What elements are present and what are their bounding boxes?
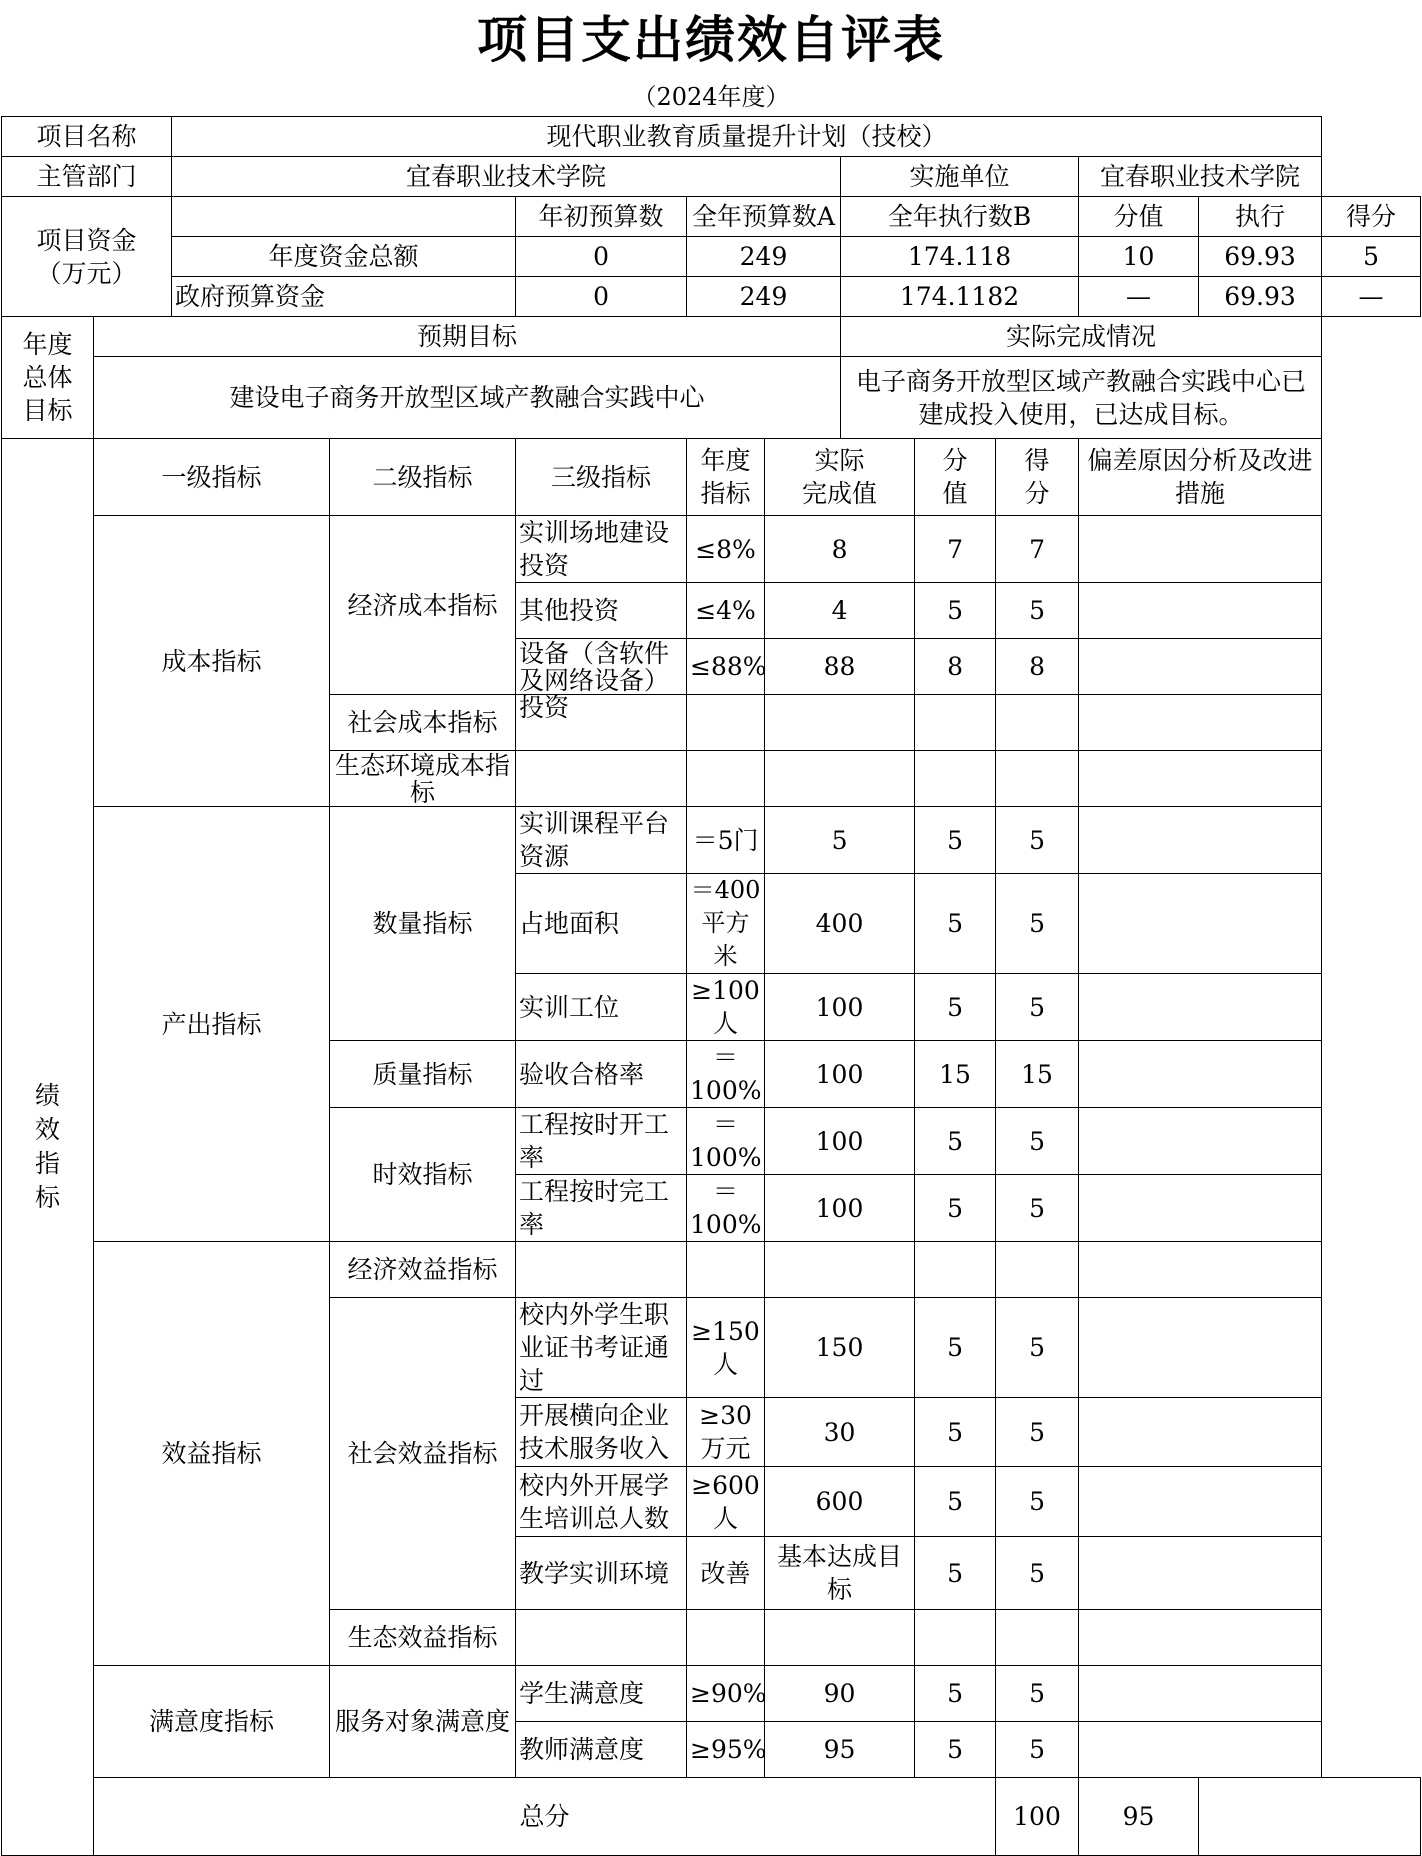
l3-cell: 实训课程平台资源 xyxy=(516,807,687,874)
deviation-cell xyxy=(1079,639,1322,695)
deviation-cell xyxy=(1079,1610,1322,1666)
indicator-row xyxy=(2,1242,1421,1298)
score-value-cell xyxy=(915,751,996,807)
output-l1: 产出指标 xyxy=(94,807,330,1242)
score-cell: 15 xyxy=(996,1041,1079,1108)
funds-exec-rate: 69.93 xyxy=(1199,237,1322,277)
funds-annual: 249 xyxy=(687,237,841,277)
actual-cell: 150 xyxy=(765,1298,915,1398)
funds-initial: 0 xyxy=(516,237,687,277)
deviation-cell xyxy=(1079,751,1322,807)
score-cell: 5 xyxy=(996,1398,1079,1467)
report-year: （2024年度） xyxy=(632,82,790,111)
score-value-cell xyxy=(915,695,996,751)
actual-cell xyxy=(765,695,915,751)
target-cell: ＝100% xyxy=(687,1175,765,1242)
score-value-cell: 5 xyxy=(915,1467,996,1537)
funds-score: 5 xyxy=(1322,237,1421,277)
score-cell xyxy=(996,1610,1079,1666)
score-cell: 5 xyxy=(996,1537,1079,1610)
deviation-cell xyxy=(1079,1666,1322,1722)
funds-header-initial: 年初预算数 xyxy=(516,197,687,237)
funds-score-value: 10 xyxy=(1079,237,1199,277)
score-value-cell: 5 xyxy=(915,1108,996,1175)
score-cell: 5 xyxy=(996,1108,1079,1175)
total-deviation-cell xyxy=(1199,1778,1421,1856)
social-benefit-l2: 社会效益指标 xyxy=(330,1298,516,1610)
l3-text: 设备（含软件及网络设备）投资 xyxy=(519,638,670,722)
l3-cell: 校内外开展学生培训总人数 xyxy=(516,1467,687,1537)
l3-cell: 其他投资 xyxy=(516,583,687,639)
score-cell: 5 xyxy=(996,974,1079,1041)
actual-cell: 30 xyxy=(765,1398,915,1467)
l3-cell: 开展横向企业技术服务收入 xyxy=(516,1398,687,1467)
goal-header-row xyxy=(2,317,1421,357)
target-header: 年度 指标 xyxy=(687,439,765,516)
score-cell: 5 xyxy=(996,1298,1079,1398)
indicator-row xyxy=(2,1666,1421,1722)
score-value-cell: 5 xyxy=(915,874,996,974)
score-value-cell: 15 xyxy=(915,1041,996,1108)
score-value-cell xyxy=(915,1610,996,1666)
funds-score-value: — xyxy=(1079,277,1199,317)
satisfaction-l1: 满意度指标 xyxy=(94,1666,330,1778)
eco-benefit-l2: 生态效益指标 xyxy=(330,1610,516,1666)
indicator-row xyxy=(2,516,1421,583)
l3-cell xyxy=(516,1242,687,1298)
econ-benefit-l2: 经济效益指标 xyxy=(330,1242,516,1298)
l3-cell: 校内外学生职业证书考证通过 xyxy=(516,1298,687,1398)
funds-header-annual: 全年预算数A xyxy=(687,197,841,237)
funds-initial: 0 xyxy=(516,277,687,317)
score-header: 得 分 xyxy=(996,439,1079,516)
goal-row xyxy=(2,357,1421,439)
score-value-cell: 5 xyxy=(915,1666,996,1722)
funds-header-executed: 全年执行数B xyxy=(841,197,1079,237)
satisfaction-l2: 服务对象满意度 xyxy=(330,1666,516,1778)
score-value-cell: 5 xyxy=(915,807,996,874)
eco-cost-l2: 生态环境成本指标 xyxy=(335,750,511,807)
actual-cell: 100 xyxy=(765,1175,915,1242)
implementer-value: 宜春职业技术学院 xyxy=(1079,157,1322,197)
actual-cell: 600 xyxy=(765,1467,915,1537)
actual-result-header: 实际完成情况 xyxy=(841,317,1322,357)
actual-cell: 100 xyxy=(765,1041,915,1108)
score-cell xyxy=(996,1242,1079,1298)
project-name-value: 现代职业教育质量提升计划（技校） xyxy=(172,117,1322,157)
deviation-cell xyxy=(1079,695,1322,751)
funds-annual: 249 xyxy=(687,277,841,317)
department-value: 宜春职业技术学院 xyxy=(172,157,841,197)
target-cell xyxy=(687,751,765,807)
total-score-value: 100 xyxy=(996,1778,1079,1856)
score-value-cell: 7 xyxy=(915,516,996,583)
l3-cell xyxy=(516,1610,687,1666)
target-cell: ≥90% xyxy=(687,1666,765,1722)
deviation-cell xyxy=(1079,874,1322,974)
target-cell: ＝400平方米 xyxy=(687,874,765,974)
actual-cell: 88 xyxy=(765,639,915,695)
funds-exec-rate: 69.93 xyxy=(1199,277,1322,317)
funds-executed: 174.1182 xyxy=(841,277,1079,317)
target-cell: ＝100% xyxy=(687,1108,765,1175)
total-label: 总分 xyxy=(94,1778,996,1856)
score-cell: 5 xyxy=(996,583,1079,639)
l3-cell: 验收合格率 xyxy=(516,1041,687,1108)
social-cost-l2: 社会成本指标 xyxy=(330,695,516,751)
deviation-cell xyxy=(1079,1298,1322,1398)
quantity-l2: 数量指标 xyxy=(330,807,516,1041)
l3-cell xyxy=(516,751,687,807)
cost-l1: 成本指标 xyxy=(94,516,330,807)
score-cell: 5 xyxy=(996,1666,1079,1722)
deviation-cell xyxy=(1079,583,1322,639)
actual-cell: 8 xyxy=(765,516,915,583)
funds-row xyxy=(2,277,1421,317)
funds-label: 项目资金 （万元） xyxy=(2,197,172,317)
l2-header: 二级指标 xyxy=(330,439,516,516)
target-cell: ≥600人 xyxy=(687,1467,765,1537)
score-cell: 5 xyxy=(996,1722,1079,1778)
target-cell: ≤88% xyxy=(687,639,765,695)
deviation-cell xyxy=(1079,1108,1322,1175)
score-value-cell: 5 xyxy=(915,974,996,1041)
indicator-row xyxy=(2,807,1421,874)
target-cell: ＝100% xyxy=(687,1041,765,1108)
l3-cell: 占地面积 xyxy=(516,874,687,974)
actual-cell: 400 xyxy=(765,874,915,974)
l3-cell: 工程按时开工率 xyxy=(516,1108,687,1175)
actual-cell: 90 xyxy=(765,1666,915,1722)
score-cell: 8 xyxy=(996,639,1079,695)
benefit-l1: 效益指标 xyxy=(94,1242,330,1666)
page-title: 项目支出绩效自评表 xyxy=(477,11,945,69)
target-cell: ≥150人 xyxy=(687,1298,765,1398)
l3-cell: 工程按时完工率 xyxy=(516,1175,687,1242)
deviation-cell xyxy=(1079,1467,1322,1537)
department-label: 主管部门 xyxy=(2,157,172,197)
l3-cell: 教师满意度 xyxy=(516,1722,687,1778)
score-cell xyxy=(996,751,1079,807)
perf-header-row xyxy=(2,439,1421,516)
target-cell: ≥95% xyxy=(687,1722,765,1778)
target-cell: ＝5门 xyxy=(687,807,765,874)
score-value-cell: 5 xyxy=(915,1298,996,1398)
deviation-cell xyxy=(1079,516,1322,583)
eco-cost-l2-cell xyxy=(330,751,516,807)
deviation-cell xyxy=(1079,974,1322,1041)
perf-label: 绩效指标 xyxy=(34,1081,60,1212)
funds-row xyxy=(2,237,1421,277)
actual-header: 实际 完成值 xyxy=(765,439,915,516)
deviation-cell xyxy=(1079,807,1322,874)
deviation-cell xyxy=(1079,1041,1322,1108)
target-cell xyxy=(687,695,765,751)
score-value-cell: 5 xyxy=(915,1537,996,1610)
actual-cell xyxy=(765,751,915,807)
deviation-cell xyxy=(1079,1398,1322,1467)
score-value-cell: 5 xyxy=(915,1398,996,1467)
funds-row-label: 年度资金总额 xyxy=(172,237,516,277)
target-cell: ≥30万元 xyxy=(687,1398,765,1467)
target-cell xyxy=(687,1610,765,1666)
project-name-row xyxy=(2,117,1421,157)
l3-cell: 实训工位 xyxy=(516,974,687,1041)
l3-header: 三级指标 xyxy=(516,439,687,516)
performance-table xyxy=(1,116,1421,1856)
quality-l2: 质量指标 xyxy=(330,1041,516,1108)
actual-cell: 95 xyxy=(765,1722,915,1778)
score-cell: 5 xyxy=(996,874,1079,974)
funds-header-row xyxy=(2,197,1421,237)
l3-cell: 教学实训环境 xyxy=(516,1537,687,1610)
deviation-cell xyxy=(1079,1722,1322,1778)
actual-cell: 4 xyxy=(765,583,915,639)
funds-score: — xyxy=(1322,277,1421,317)
actual-cell: 基本达成目标 xyxy=(765,1537,915,1610)
target-cell xyxy=(687,1242,765,1298)
deviation-cell xyxy=(1079,1175,1322,1242)
actual-result: 电子商务开放型区域产教融合实践中心已建成投入使用，已达成目标。 xyxy=(841,357,1322,439)
goal-label: 年度 总体 目标 xyxy=(2,317,94,439)
score-value-cell: 5 xyxy=(915,583,996,639)
expected-goal-header: 预期目标 xyxy=(94,317,841,357)
actual-cell xyxy=(765,1610,915,1666)
actual-cell: 100 xyxy=(765,1108,915,1175)
score-value-cell: 5 xyxy=(915,1722,996,1778)
funds-header-exec-rate: 执行 xyxy=(1199,197,1322,237)
score-cell xyxy=(996,695,1079,751)
total-row xyxy=(2,1778,1421,1856)
funds-header-score: 得分 xyxy=(1322,197,1421,237)
score-value-cell: 8 xyxy=(915,639,996,695)
target-cell: ≤8% xyxy=(687,516,765,583)
funds-header-score-value: 分值 xyxy=(1079,197,1199,237)
score-cell: 7 xyxy=(996,516,1079,583)
actual-cell: 100 xyxy=(765,974,915,1041)
score-cell: 5 xyxy=(996,1467,1079,1537)
score-value-header: 分 值 xyxy=(915,439,996,516)
deviation-cell xyxy=(1079,1242,1322,1298)
funds-row-label: 政府预算资金 xyxy=(172,277,516,317)
score-value-cell: 5 xyxy=(915,1175,996,1242)
department-row xyxy=(2,157,1421,197)
score-cell: 5 xyxy=(996,807,1079,874)
actual-cell xyxy=(765,1242,915,1298)
funds-executed: 174.118 xyxy=(841,237,1079,277)
target-cell: 改善 xyxy=(687,1537,765,1610)
implementer-label: 实施单位 xyxy=(841,157,1079,197)
perf-label-cell xyxy=(2,439,94,1856)
actual-cell: 5 xyxy=(765,807,915,874)
target-cell: ≥100人 xyxy=(687,974,765,1041)
econ-cost-l2: 经济成本指标 xyxy=(330,516,516,695)
funds-header-blank xyxy=(172,197,516,237)
deviation-header: 偏差原因分析及改进措施 xyxy=(1079,439,1322,516)
project-name-label: 项目名称 xyxy=(2,117,172,157)
target-cell: ≤4% xyxy=(687,583,765,639)
l3-cell: 学生满意度 xyxy=(516,1666,687,1722)
total-score: 95 xyxy=(1079,1778,1199,1856)
score-cell: 5 xyxy=(996,1175,1079,1242)
deviation-cell xyxy=(1079,1537,1322,1610)
expected-goal: 建设电子商务开放型区域产教融合实践中心 xyxy=(94,357,841,439)
l3-cell: 实训场地建设投资 xyxy=(516,516,687,583)
score-value-cell xyxy=(915,1242,996,1298)
l1-header: 一级指标 xyxy=(94,439,330,516)
l3-cell xyxy=(516,638,687,722)
timeliness-l2: 时效指标 xyxy=(330,1108,516,1242)
